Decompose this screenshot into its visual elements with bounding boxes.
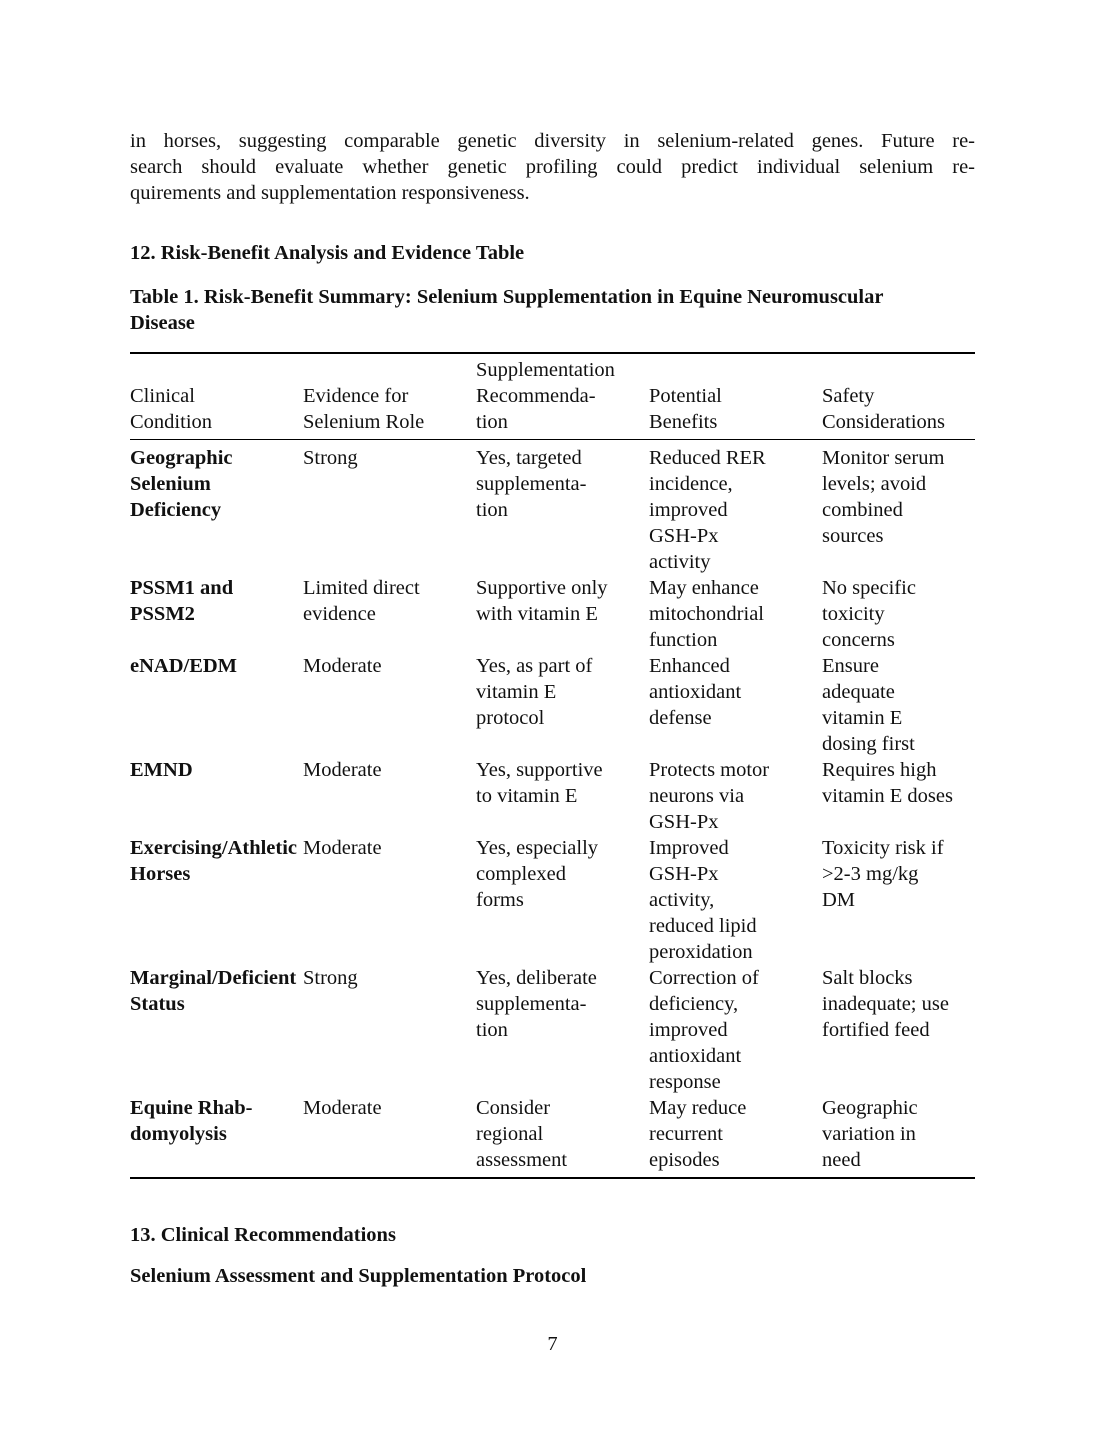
table-row [130, 575, 975, 653]
cell-benefits [649, 440, 822, 576]
caption-line: Table 1. Risk-Benefit Summary: Selenium Supplementation in Equine Neuromuscular [130, 286, 884, 308]
header-line: Evidence for [303, 385, 409, 407]
cell-line: GSH-Px [649, 811, 719, 833]
cell-line: adequate [822, 681, 895, 703]
table-header-row [130, 353, 975, 440]
cell-line: Requires high [822, 759, 937, 781]
table-row [130, 757, 975, 835]
paragraph-line: quirements and supplementation responsiveness. [130, 182, 530, 204]
cell-recommendation [476, 1095, 649, 1178]
cell-line: need [822, 1149, 861, 1171]
cell-benefits [649, 757, 822, 835]
cell-line: Yes, targeted [476, 447, 582, 469]
cell-line: PSSM2 [130, 603, 195, 625]
cell-line: vitamin E [822, 707, 903, 729]
cell-line: Protects motor [649, 759, 770, 781]
cell-safety [822, 575, 975, 653]
cell-line: antioxidant [649, 681, 742, 703]
cell-benefits [649, 1095, 822, 1178]
cell-line: with vitamin E [476, 603, 598, 625]
cell-recommendation [476, 965, 649, 1095]
cell-line: Consider [476, 1097, 551, 1119]
intro-paragraph [130, 128, 975, 206]
table-row [130, 653, 975, 757]
cell-condition [130, 575, 303, 653]
table-row [130, 440, 975, 576]
cell-evidence [303, 653, 476, 757]
cell-line: eNAD/EDM [130, 655, 238, 677]
header-line: Selenium Role [303, 411, 425, 433]
cell-line: Monitor serum [822, 447, 945, 469]
cell-line: >2-3 mg/kg [822, 863, 919, 885]
cell-line: Yes, supportive [476, 759, 603, 781]
cell-line: PSSM1 and [130, 577, 234, 599]
cell-evidence [303, 440, 476, 576]
cell-line: protocol [476, 707, 545, 729]
cell-recommendation [476, 653, 649, 757]
cell-line: Yes, deliberate [476, 967, 597, 989]
cell-line: dosing first [822, 733, 915, 755]
cell-line: Supportive only [476, 577, 608, 599]
cell-line: vitamin E [476, 681, 557, 703]
cell-line: Limited direct [303, 577, 420, 599]
cell-benefits [649, 653, 822, 757]
cell-line: Equine Rhab- [130, 1097, 253, 1119]
cell-line: Correction of [649, 967, 759, 989]
cell-line: activity [649, 551, 711, 573]
cell-line: deficiency, [649, 993, 739, 1015]
cell-safety [822, 1095, 975, 1178]
cell-line: Deficiency [130, 499, 222, 521]
header-line: Benefits [649, 411, 718, 433]
cell-line: function [649, 629, 718, 651]
cell-line: tion [476, 1019, 508, 1041]
paragraph-line: search should evaluate whether genetic profiling could predict individual selenium re- [130, 156, 975, 178]
cell-line: Yes, as part of [476, 655, 593, 677]
cell-evidence [303, 835, 476, 965]
section-heading: 12. Risk-Benefit Analysis and Evidence Table [130, 242, 525, 264]
cell-line: GSH-Px [649, 525, 719, 547]
cell-line: to vitamin E [476, 785, 578, 807]
cell-line: Moderate [303, 837, 382, 859]
cell-condition [130, 440, 303, 576]
cell-line: No specific [822, 577, 916, 599]
caption-line: Disease [130, 312, 195, 334]
header-benefits [649, 353, 822, 440]
cell-line: forms [476, 889, 524, 911]
header-line: Supplementation [476, 359, 615, 381]
cell-line: Strong [303, 447, 358, 469]
header-line: tion [476, 411, 508, 433]
cell-condition [130, 757, 303, 835]
cell-line: variation in [822, 1123, 916, 1145]
cell-line: supplementa- [476, 473, 587, 495]
cell-line: DM [822, 889, 856, 911]
cell-condition [130, 965, 303, 1095]
header-recommendation [476, 353, 649, 440]
section-heading: 13. Clinical Recommendations [130, 1224, 396, 1246]
cell-condition [130, 653, 303, 757]
cell-recommendation [476, 835, 649, 965]
cell-line: improved [649, 1019, 728, 1041]
cell-line: EMND [130, 759, 193, 781]
cell-condition [130, 835, 303, 965]
cell-line: vitamin E doses [822, 785, 953, 807]
cell-line: concerns [822, 629, 895, 651]
cell-line: Status [130, 993, 185, 1015]
header-line: Recommenda- [476, 385, 596, 407]
header-line: Potential [649, 385, 722, 407]
cell-line: complexed [476, 863, 566, 885]
cell-line: Geographic [130, 447, 233, 469]
cell-line: May reduce [649, 1097, 747, 1119]
header-line: Condition [130, 411, 213, 433]
cell-benefits [649, 835, 822, 965]
cell-line: Salt blocks [822, 967, 913, 989]
page-number: 7 [547, 1333, 558, 1355]
cell-line: Enhanced [649, 655, 730, 677]
cell-line: activity, [649, 889, 715, 911]
cell-line: Ensure [822, 655, 879, 677]
cell-line: mitochondrial [649, 603, 765, 625]
header-evidence [303, 353, 476, 440]
cell-evidence [303, 575, 476, 653]
cell-line: Marginal/Deficient [130, 967, 297, 989]
cell-condition [130, 1095, 303, 1178]
cell-line: episodes [649, 1149, 720, 1171]
header-safety [822, 353, 975, 440]
cell-line: assessment [476, 1149, 568, 1171]
cell-line: supplementa- [476, 993, 587, 1015]
cell-evidence [303, 757, 476, 835]
cell-line: Reduced RER [649, 447, 766, 469]
header-line: Considerations [822, 411, 945, 433]
header-clinical-condition [130, 353, 303, 440]
cell-line: Improved [649, 837, 729, 859]
cell-line: toxicity [822, 603, 885, 625]
header-line: Safety [822, 385, 875, 407]
cell-line: tion [476, 499, 508, 521]
cell-line: Toxicity risk if [822, 837, 944, 859]
cell-line: neurons via [649, 785, 745, 807]
cell-recommendation [476, 440, 649, 576]
cell-safety [822, 440, 975, 576]
cell-line: Selenium [130, 473, 211, 495]
table-body [130, 440, 975, 1179]
cell-benefits [649, 965, 822, 1095]
cell-line: GSH-Px [649, 863, 719, 885]
cell-recommendation [476, 757, 649, 835]
cell-line: May enhance [649, 577, 759, 599]
cell-safety [822, 965, 975, 1095]
cell-evidence [303, 1095, 476, 1178]
cell-line: combined [822, 499, 903, 521]
cell-line: Horses [130, 863, 191, 885]
cell-line: peroxidation [649, 941, 753, 963]
cell-line: Strong [303, 967, 358, 989]
cell-safety [822, 653, 975, 757]
cell-line: Moderate [303, 1097, 382, 1119]
cell-line: reduced lipid [649, 915, 757, 937]
table [130, 352, 975, 1179]
cell-line: Geographic [822, 1097, 918, 1119]
cell-evidence [303, 965, 476, 1095]
cell-line: antioxidant [649, 1045, 742, 1067]
cell-recommendation [476, 575, 649, 653]
table-row [130, 965, 975, 1095]
cell-safety [822, 757, 975, 835]
cell-line: regional [476, 1123, 544, 1145]
paragraph-text [130, 128, 975, 206]
cell-line: levels; avoid [822, 473, 927, 495]
paragraph-line: in horses, suggesting comparable genetic diversity in selenium-related genes. Future re- [130, 130, 975, 152]
cell-line: Moderate [303, 655, 382, 677]
cell-line: domyolysis [130, 1123, 227, 1145]
cell-line: response [649, 1071, 721, 1093]
cell-line: defense [649, 707, 712, 729]
table-row [130, 835, 975, 965]
risk-benefit-table [130, 352, 975, 1179]
cell-line: evidence [303, 603, 376, 625]
cell-line: inadequate; use [822, 993, 949, 1015]
cell-line: Exercising/Athletic [130, 837, 298, 859]
cell-benefits [649, 575, 822, 653]
cell-line: sources [822, 525, 884, 547]
cell-line: recurrent [649, 1123, 723, 1145]
subsection-heading: Selenium Assessment and Supplementation Protocol [130, 1265, 587, 1287]
cell-line: fortified feed [822, 1019, 930, 1041]
header-line: Clinical [130, 385, 195, 407]
cell-line: Yes, especially [476, 837, 599, 859]
cell-line: improved [649, 499, 728, 521]
cell-line: Moderate [303, 759, 382, 781]
table-caption [130, 284, 980, 336]
table-row [130, 1095, 975, 1178]
cell-safety [822, 835, 975, 965]
cell-line: incidence, [649, 473, 733, 495]
